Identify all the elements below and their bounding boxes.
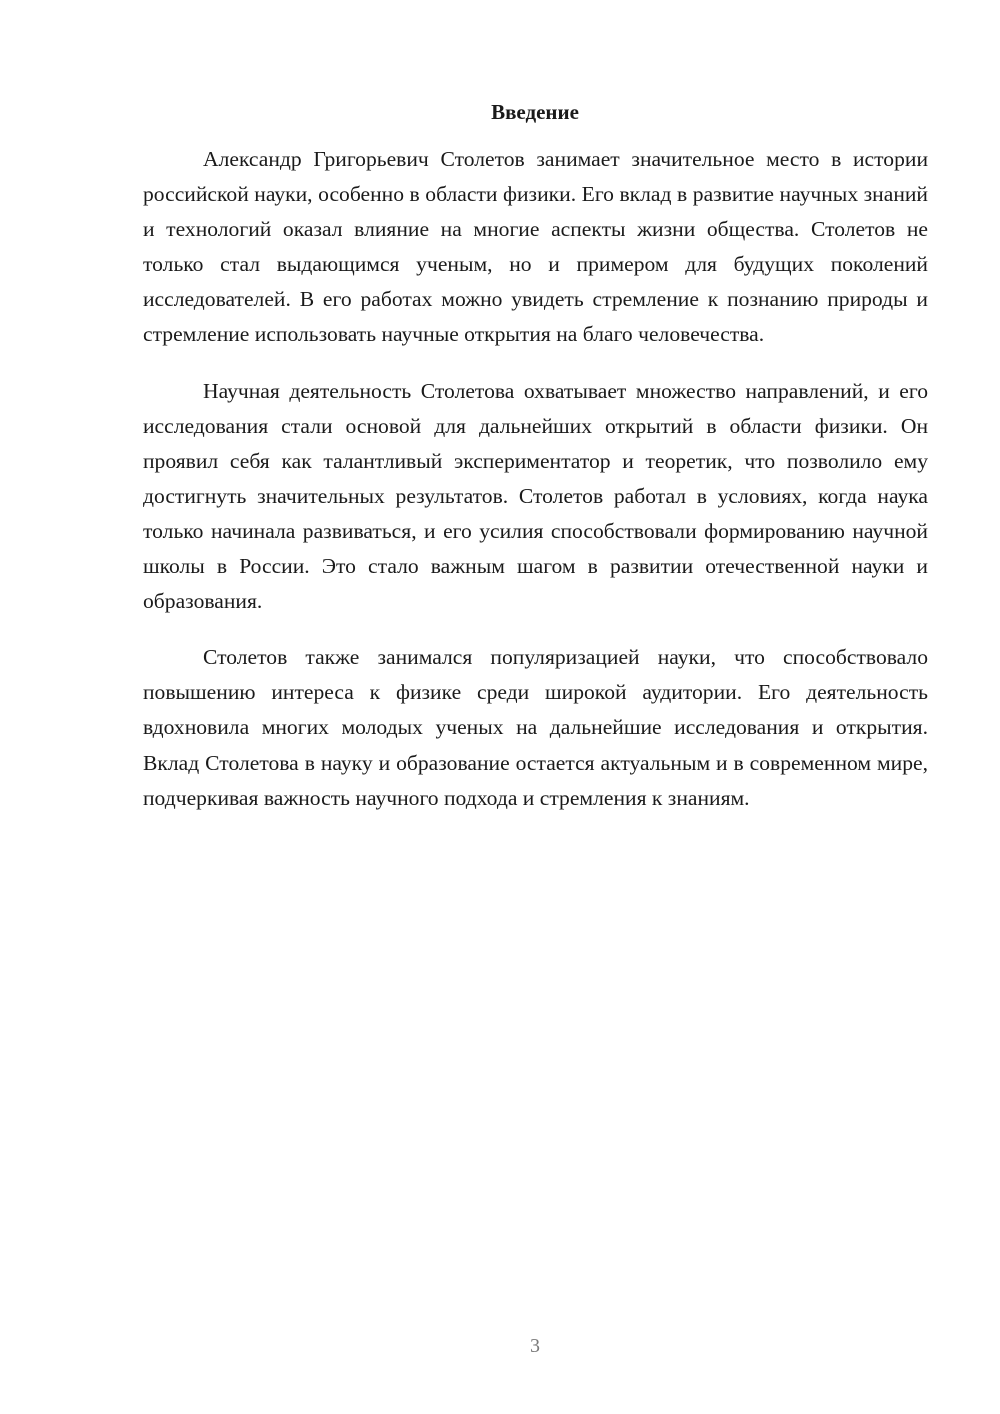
body-text [143,142,928,816]
paragraph-2: Научная деятельность Столетова охватывает множество направлений, и его исследования стали основой для дальнейших открытий в области физики. Он проявил себя как талантливый экспериментатор и теоретик, что позволило ему достигнуть значительных результатов. Столетов работал в условиях, когда наука только начинала развиваться, и его усилия способствовали формированию научной школы в России. Это стало важным шагом в развитии отечественной науки и образования. [143,378,928,614]
page-number: 3 [530,1335,540,1357]
paragraph-3: Столетов также занимался популяризацией науки, что способствовало повышению интереса к физике среди широкой аудитории. Его деятельность вдохновила многих молодых ученых на дальнейшие исследования и открытия. Вклад Столетова в науку и образование остается актуальным и в современном мире, подчеркивая важность научного подхода и стремления к знаниям. [143,645,928,810]
paragraph-1: Александр Григорьевич Столетов занимает значительное место в истории российской науки, особенно в области физики. Его вклад в развитие научных знаний и технологий оказал влияние на многие аспекты жизни общества. Столетов не только стал выдающимся ученым, но и примером для будущих поколений исследователей. В его работах можно увидеть стремление к познанию природы и стремление использовать научные открытия на благо человечества. [143,147,928,347]
section-heading: Введение [491,100,579,124]
